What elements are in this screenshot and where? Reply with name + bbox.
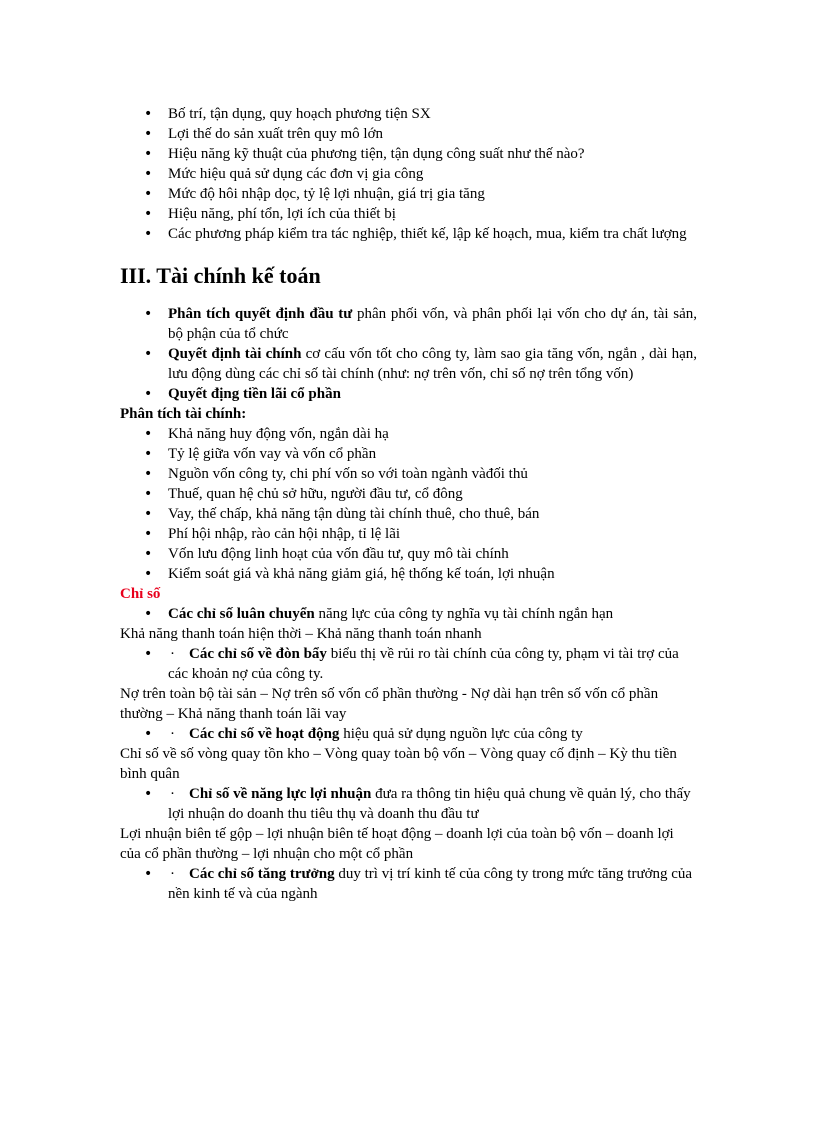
middle-dot: · [170, 786, 175, 802]
middle-dot: · [170, 646, 175, 662]
ratio-detail: Nợ trên toàn bộ tài sản – Nợ trên số vốn cổ phần thường - Nợ dài hạn trên số vốn cổ phần thường – Khả năng thanh toán lãi vay [120, 686, 659, 722]
ratios-heading: Chỉ số [120, 586, 161, 602]
document-page [120, 104, 697, 904]
list-item [120, 644, 697, 684]
middle-dot: · [170, 726, 175, 742]
list-item [120, 604, 697, 624]
list-item: • Vay, thế chấp, khả năng tận dùng tài chính thuê, cho thuê, bán [120, 504, 697, 524]
list-item [120, 864, 697, 904]
analysis-heading: Phân tích tài chính: [120, 406, 247, 422]
list-item: • Tỷ lệ giữa vốn vay và vốn cổ phần [120, 444, 697, 464]
list-item: • Nguồn vốn công ty, chi phí vốn so với toàn ngành vàđối thủ [120, 464, 697, 484]
item-bold-label: Quyết định tài chính [168, 346, 302, 362]
section-title: III. Tài chính kế toán [120, 263, 321, 288]
ratio-detail: Chỉ số về số vòng quay tồn kho – Vòng quay toàn bộ vốn – Vòng quay cố định – Kỳ thu tiền bình quân [120, 746, 677, 782]
ratio-list-2 [120, 644, 697, 684]
list-item [120, 344, 697, 384]
item-text: cơ cấu vốn tốt cho công ty, làm sao gia tăng vốn, ngắn , dài hạn, lưu động dùng các chỉ số tài chính (như: nợ trên vốn, chỉ số nợ trên tổng vốn) [168, 346, 698, 382]
ratio-list-5 [120, 864, 697, 904]
item-bold-label: Các chỉ số tăng trưởng [189, 866, 335, 882]
item-text: phân phối vốn, và phân phối lại vốn cho dự án, tài sản, bộ phận của tổ chức [168, 306, 697, 342]
finance-decisions-list [120, 304, 697, 404]
list-item: • Các phương pháp kiểm tra tác nghiệp, thiết kế, lập kế hoạch, mua, kiểm tra chất lượng [120, 224, 697, 244]
list-item: • Mức hiệu quả sử dụng các đơn vị gia công [120, 164, 697, 184]
list-item: • Khả năng huy động vốn, ngắn dài hạ [120, 424, 697, 444]
analysis-list [120, 424, 697, 584]
ratio-detail: Khả năng thanh toán hiện thời – Khả năng thanh toán nhanh [120, 626, 482, 642]
list-item: • Hiệu năng kỹ thuật của phương tiện, tận dụng công suất như thế nào? [120, 144, 697, 164]
ratio-list-3 [120, 724, 697, 744]
list-item: • Thuế, quan hệ chủ sở hữu, người đầu tư, cổ đông [120, 484, 697, 504]
list-item [120, 784, 697, 824]
list-item: • Mức độ hôi nhập dọc, tỷ lệ lợi nhuận, giá trị gia tăng [120, 184, 697, 204]
item-bold-label: Chỉ số về năng lực lợi nhuận [189, 786, 372, 802]
list-item [120, 384, 697, 404]
item-text: duy trì vị trí kinh tế của công ty trong mức tăng trưởng của nền kinh tế và của ngành [168, 866, 693, 902]
middle-dot: · [170, 866, 175, 882]
item-bold-label: Các chỉ số luân chuyển [168, 606, 315, 622]
list-item: • Vốn lưu động linh hoạt của vốn đầu tư, quy mô tài chính [120, 544, 697, 564]
list-item [120, 304, 697, 344]
item-bold-label: Phân tích quyết định đầu tư [168, 306, 353, 322]
list-item: • Lợi thế do sản xuất trên quy mô lớn [120, 124, 697, 144]
item-bold-label: Các chỉ số về đòn bẩy [189, 646, 327, 662]
item-bold-label: Quyết địng tiền lãi cổ phần [168, 386, 341, 402]
list-item: • Phí hội nhập, rào cản hội nhập, tỉ lệ lãi [120, 524, 697, 544]
ratio-list-4 [120, 784, 697, 824]
item-text: đưa ra thông tin hiệu quả chung về quản lý, cho thấy lợi nhuận do doanh thu tiêu thụ và doanh thu đầu tư [168, 786, 691, 822]
item-text: biểu thị về rủi ro tài chính của công ty, phạm vi tài trợ của các khoản nợ của công ty. [168, 646, 679, 682]
item-bold-label: Các chỉ số về hoạt động [189, 726, 340, 742]
list-item: • Hiệu năng, phí tổn, lợi ích của thiết bị [120, 204, 697, 224]
item-text: hiệu quả sử dụng nguồn lực của công ty [339, 726, 583, 742]
item-text: năng lực của công ty nghĩa vụ tài chính ngắn hạn [314, 606, 614, 622]
list-item: • Kiểm soát giá và khả năng giảm giá, hệ thống kế toán, lợi nhuận [120, 564, 697, 584]
ratio-detail: Lợi nhuận biên tế gộp – lợi nhuận biên tế hoạt động – doanh lợi của toàn bộ vốn – doanh lợi của cổ phần thường – lợi nhuận cho một cổ phần [120, 826, 674, 862]
operations-list [120, 104, 697, 244]
list-item [120, 724, 697, 744]
ratio-list-1 [120, 604, 697, 624]
list-item: • Bố trí, tận dụng, quy hoạch phương tiện SX [120, 104, 697, 124]
